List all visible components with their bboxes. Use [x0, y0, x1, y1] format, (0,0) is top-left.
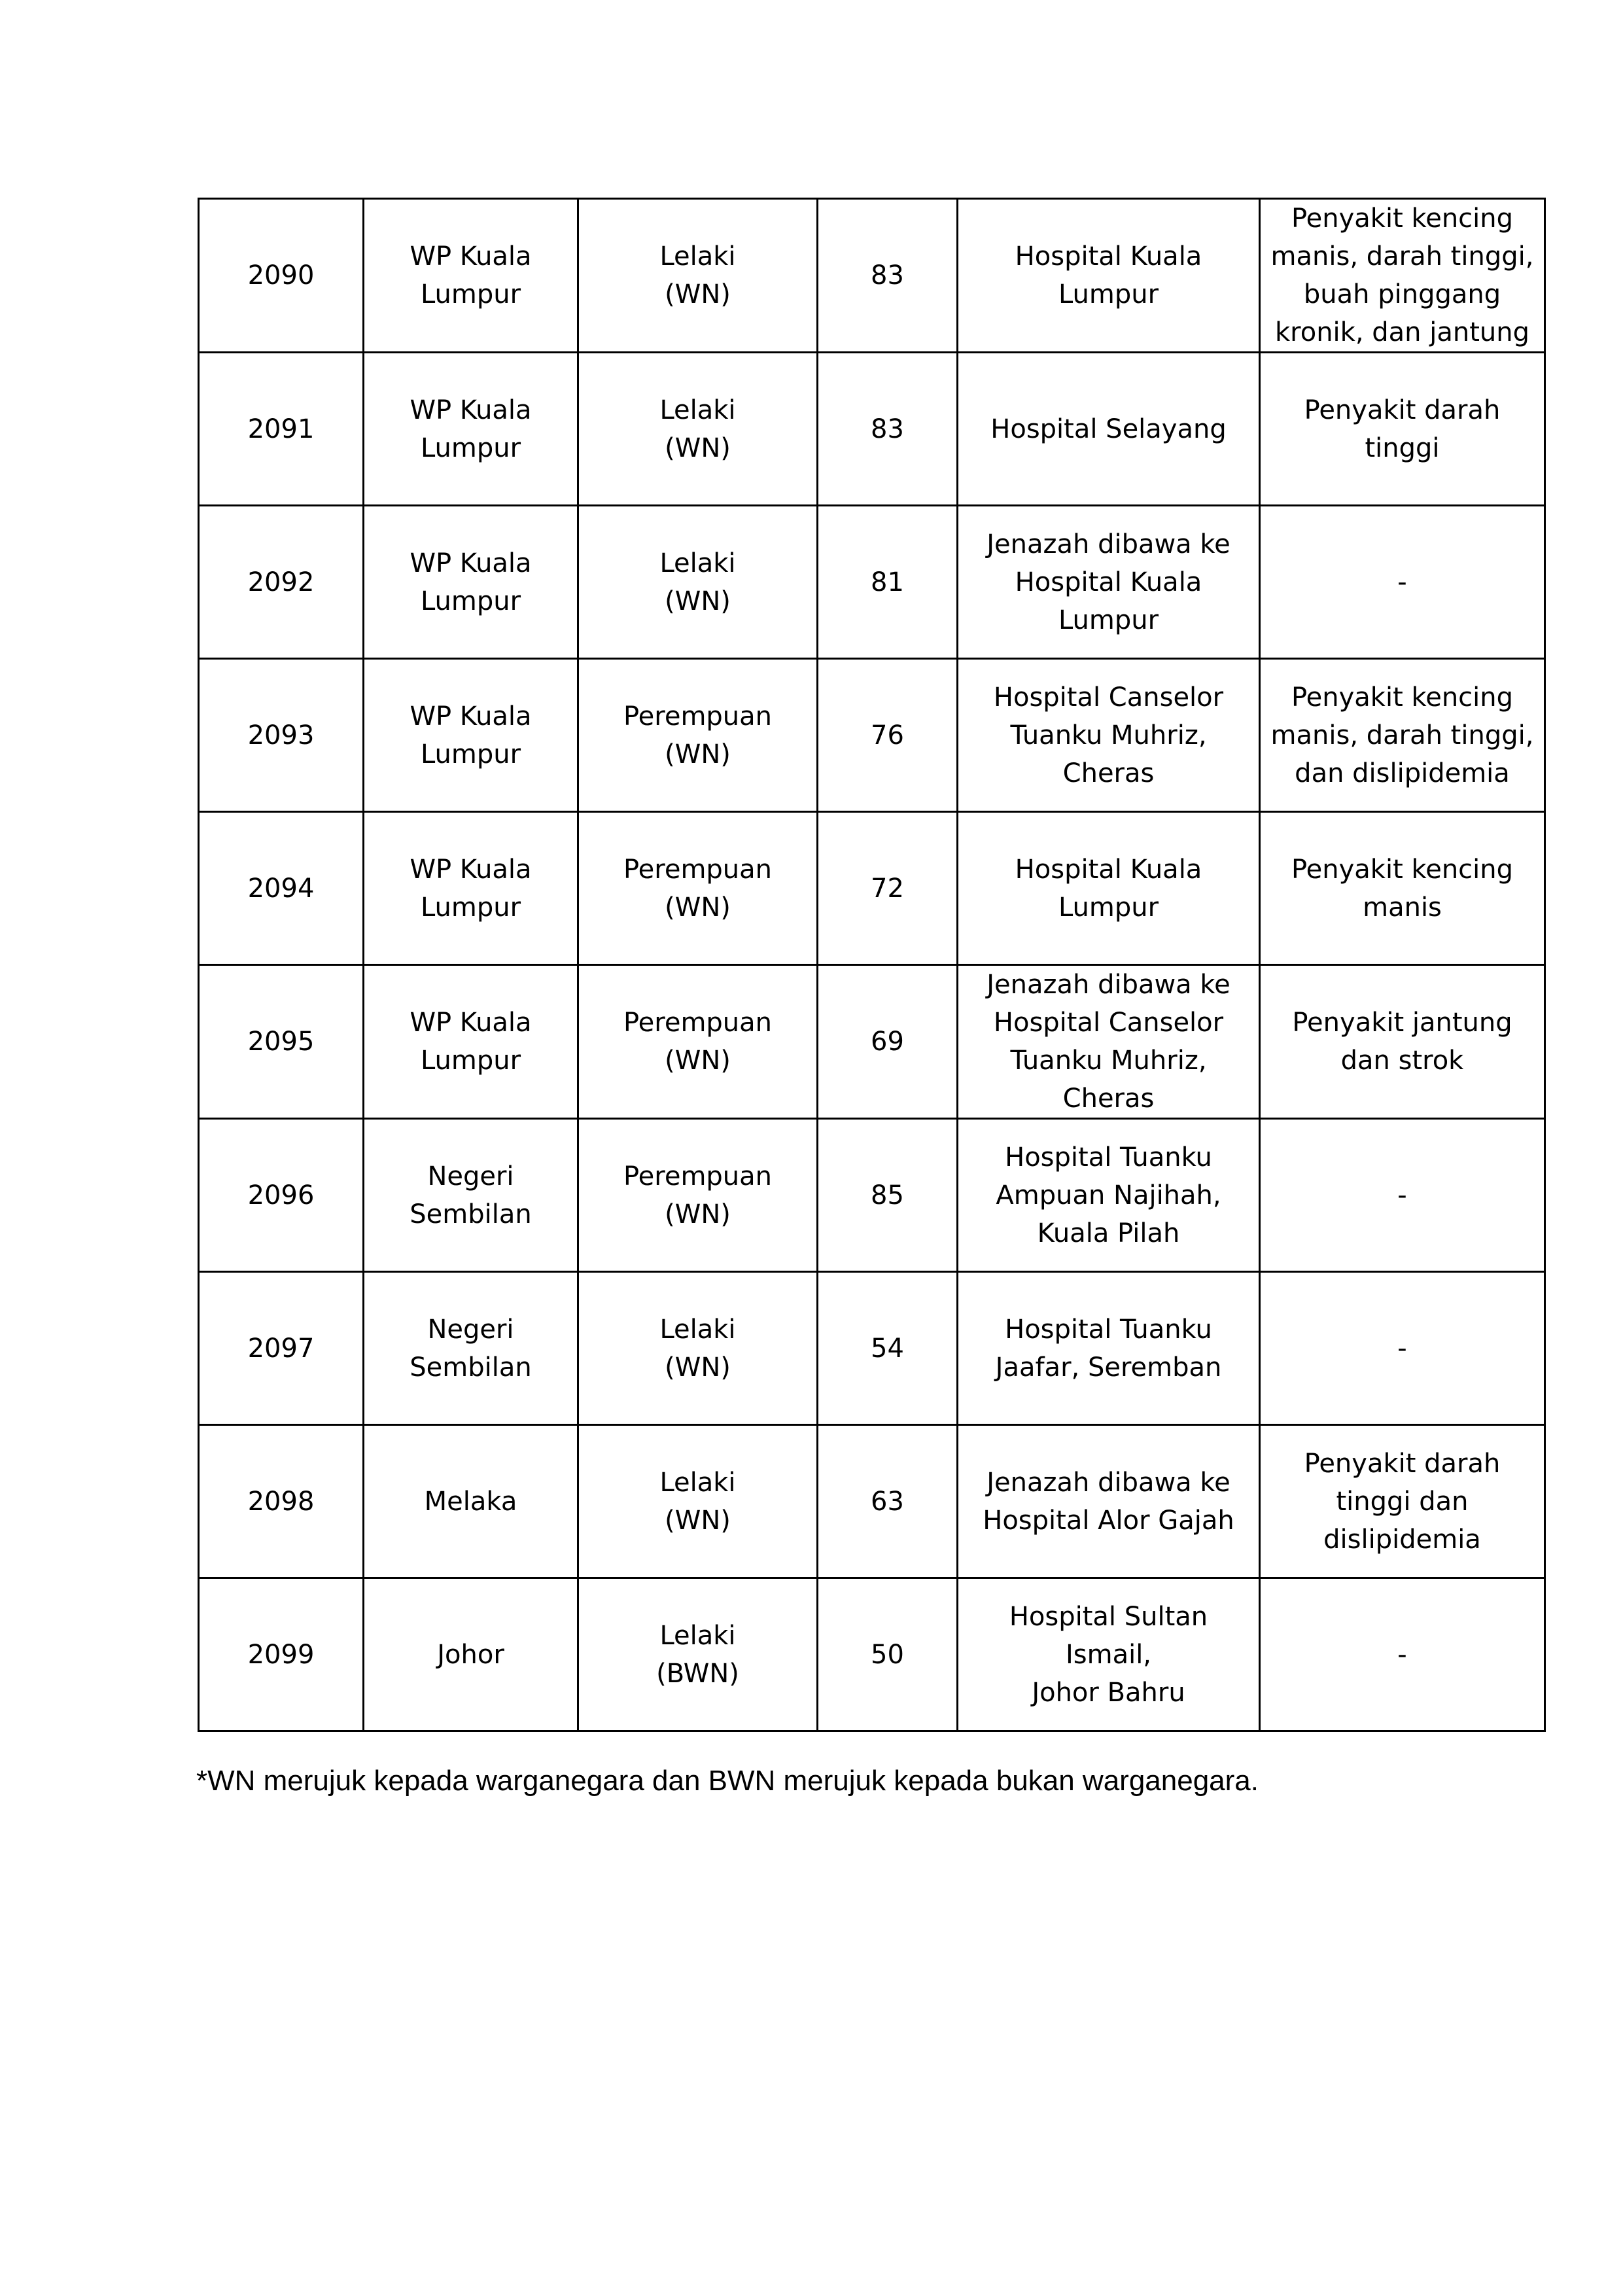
gender-nationality-cell: Lelaki (WN)	[578, 199, 818, 353]
gender-nationality-cell: Perempuan (WN)	[578, 659, 818, 812]
death-cases-table	[198, 198, 1546, 1732]
state-cell: WP Kuala Lumpur	[364, 812, 578, 965]
table-row	[199, 1425, 1545, 1578]
age-cell: 83	[818, 353, 958, 506]
hospital-cell: Hospital Canselor Tuanku Muhriz, Cheras	[958, 659, 1260, 812]
hospital-cell: Hospital Kuala Lumpur	[958, 199, 1260, 353]
comorbidity-cell: Penyakit jantung dan strok	[1260, 965, 1545, 1119]
hospital-cell: Jenazah dibawa ke Hospital Alor Gajah	[958, 1425, 1260, 1578]
comorbidity-cell: -	[1260, 506, 1545, 659]
table-row	[199, 1578, 1545, 1731]
footnote: *WN merujuk kepada warganegara dan BWN merujuk kepada bukan warganegara.	[196, 1765, 1259, 1797]
age-cell: 72	[818, 812, 958, 965]
state-cell: WP Kuala Lumpur	[364, 353, 578, 506]
table-row	[199, 1119, 1545, 1272]
age-cell: 83	[818, 199, 958, 353]
gender-nationality-cell: Lelaki (BWN)	[578, 1578, 818, 1731]
comorbidity-cell: -	[1260, 1578, 1545, 1731]
gender-nationality-cell: Lelaki (WN)	[578, 353, 818, 506]
state-cell: Melaka	[364, 1425, 578, 1578]
age-cell: 81	[818, 506, 958, 659]
hospital-cell: Jenazah dibawa ke Hospital Kuala Lumpur	[958, 506, 1260, 659]
table-row	[199, 506, 1545, 659]
table-row	[199, 353, 1545, 506]
case-number-cell: 2095	[199, 965, 364, 1119]
comorbidity-cell: -	[1260, 1119, 1545, 1272]
comorbidity-cell: Penyakit kencing manis, darah tinggi, dan dislipidemia	[1260, 659, 1545, 812]
hospital-cell: Hospital Kuala Lumpur	[958, 812, 1260, 965]
table-row	[199, 812, 1545, 965]
state-cell: WP Kuala Lumpur	[364, 659, 578, 812]
age-cell: 76	[818, 659, 958, 812]
state-cell: WP Kuala Lumpur	[364, 506, 578, 659]
gender-nationality-cell: Lelaki (WN)	[578, 506, 818, 659]
gender-nationality-cell: Perempuan (WN)	[578, 1119, 818, 1272]
gender-nationality-cell: Perempuan (WN)	[578, 812, 818, 965]
case-number-cell: 2093	[199, 659, 364, 812]
state-cell: Johor	[364, 1578, 578, 1731]
hospital-cell: Hospital Tuanku Ampuan Najihah, Kuala Pilah	[958, 1119, 1260, 1272]
gender-nationality-cell: Lelaki (WN)	[578, 1425, 818, 1578]
age-cell: 50	[818, 1578, 958, 1731]
hospital-cell: Hospital Tuanku Jaafar, Seremban	[958, 1272, 1260, 1425]
case-number-cell: 2094	[199, 812, 364, 965]
hospital-cell: Hospital Sultan Ismail, Johor Bahru	[958, 1578, 1260, 1731]
hospital-cell: Jenazah dibawa ke Hospital Canselor Tuanku Muhriz, Cheras	[958, 965, 1260, 1119]
case-number-cell: 2091	[199, 353, 364, 506]
case-number-cell: 2096	[199, 1119, 364, 1272]
case-number-cell: 2090	[199, 199, 364, 353]
state-cell: WP Kuala Lumpur	[364, 965, 578, 1119]
state-cell: WP Kuala Lumpur	[364, 199, 578, 353]
comorbidity-cell: Penyakit darah tinggi	[1260, 353, 1545, 506]
table-body	[199, 199, 1545, 1731]
table-row	[199, 199, 1545, 353]
hospital-cell: Hospital Selayang	[958, 353, 1260, 506]
comorbidity-cell: Penyakit kencing manis, darah tinggi, buah pinggang kronik, dan jantung	[1260, 199, 1545, 353]
table-row	[199, 965, 1545, 1119]
case-number-cell: 2099	[199, 1578, 364, 1731]
gender-nationality-cell: Lelaki (WN)	[578, 1272, 818, 1425]
case-number-cell: 2097	[199, 1272, 364, 1425]
age-cell: 54	[818, 1272, 958, 1425]
table-row	[199, 659, 1545, 812]
comorbidity-cell: Penyakit kencing manis	[1260, 812, 1545, 965]
state-cell: Negeri Sembilan	[364, 1272, 578, 1425]
table-row	[199, 1272, 1545, 1425]
gender-nationality-cell: Perempuan (WN)	[578, 965, 818, 1119]
case-number-cell: 2092	[199, 506, 364, 659]
age-cell: 69	[818, 965, 958, 1119]
age-cell: 85	[818, 1119, 958, 1272]
age-cell: 63	[818, 1425, 958, 1578]
case-number-cell: 2098	[199, 1425, 364, 1578]
comorbidity-cell: -	[1260, 1272, 1545, 1425]
state-cell: Negeri Sembilan	[364, 1119, 578, 1272]
comorbidity-cell: Penyakit darah tinggi dan dislipidemia	[1260, 1425, 1545, 1578]
